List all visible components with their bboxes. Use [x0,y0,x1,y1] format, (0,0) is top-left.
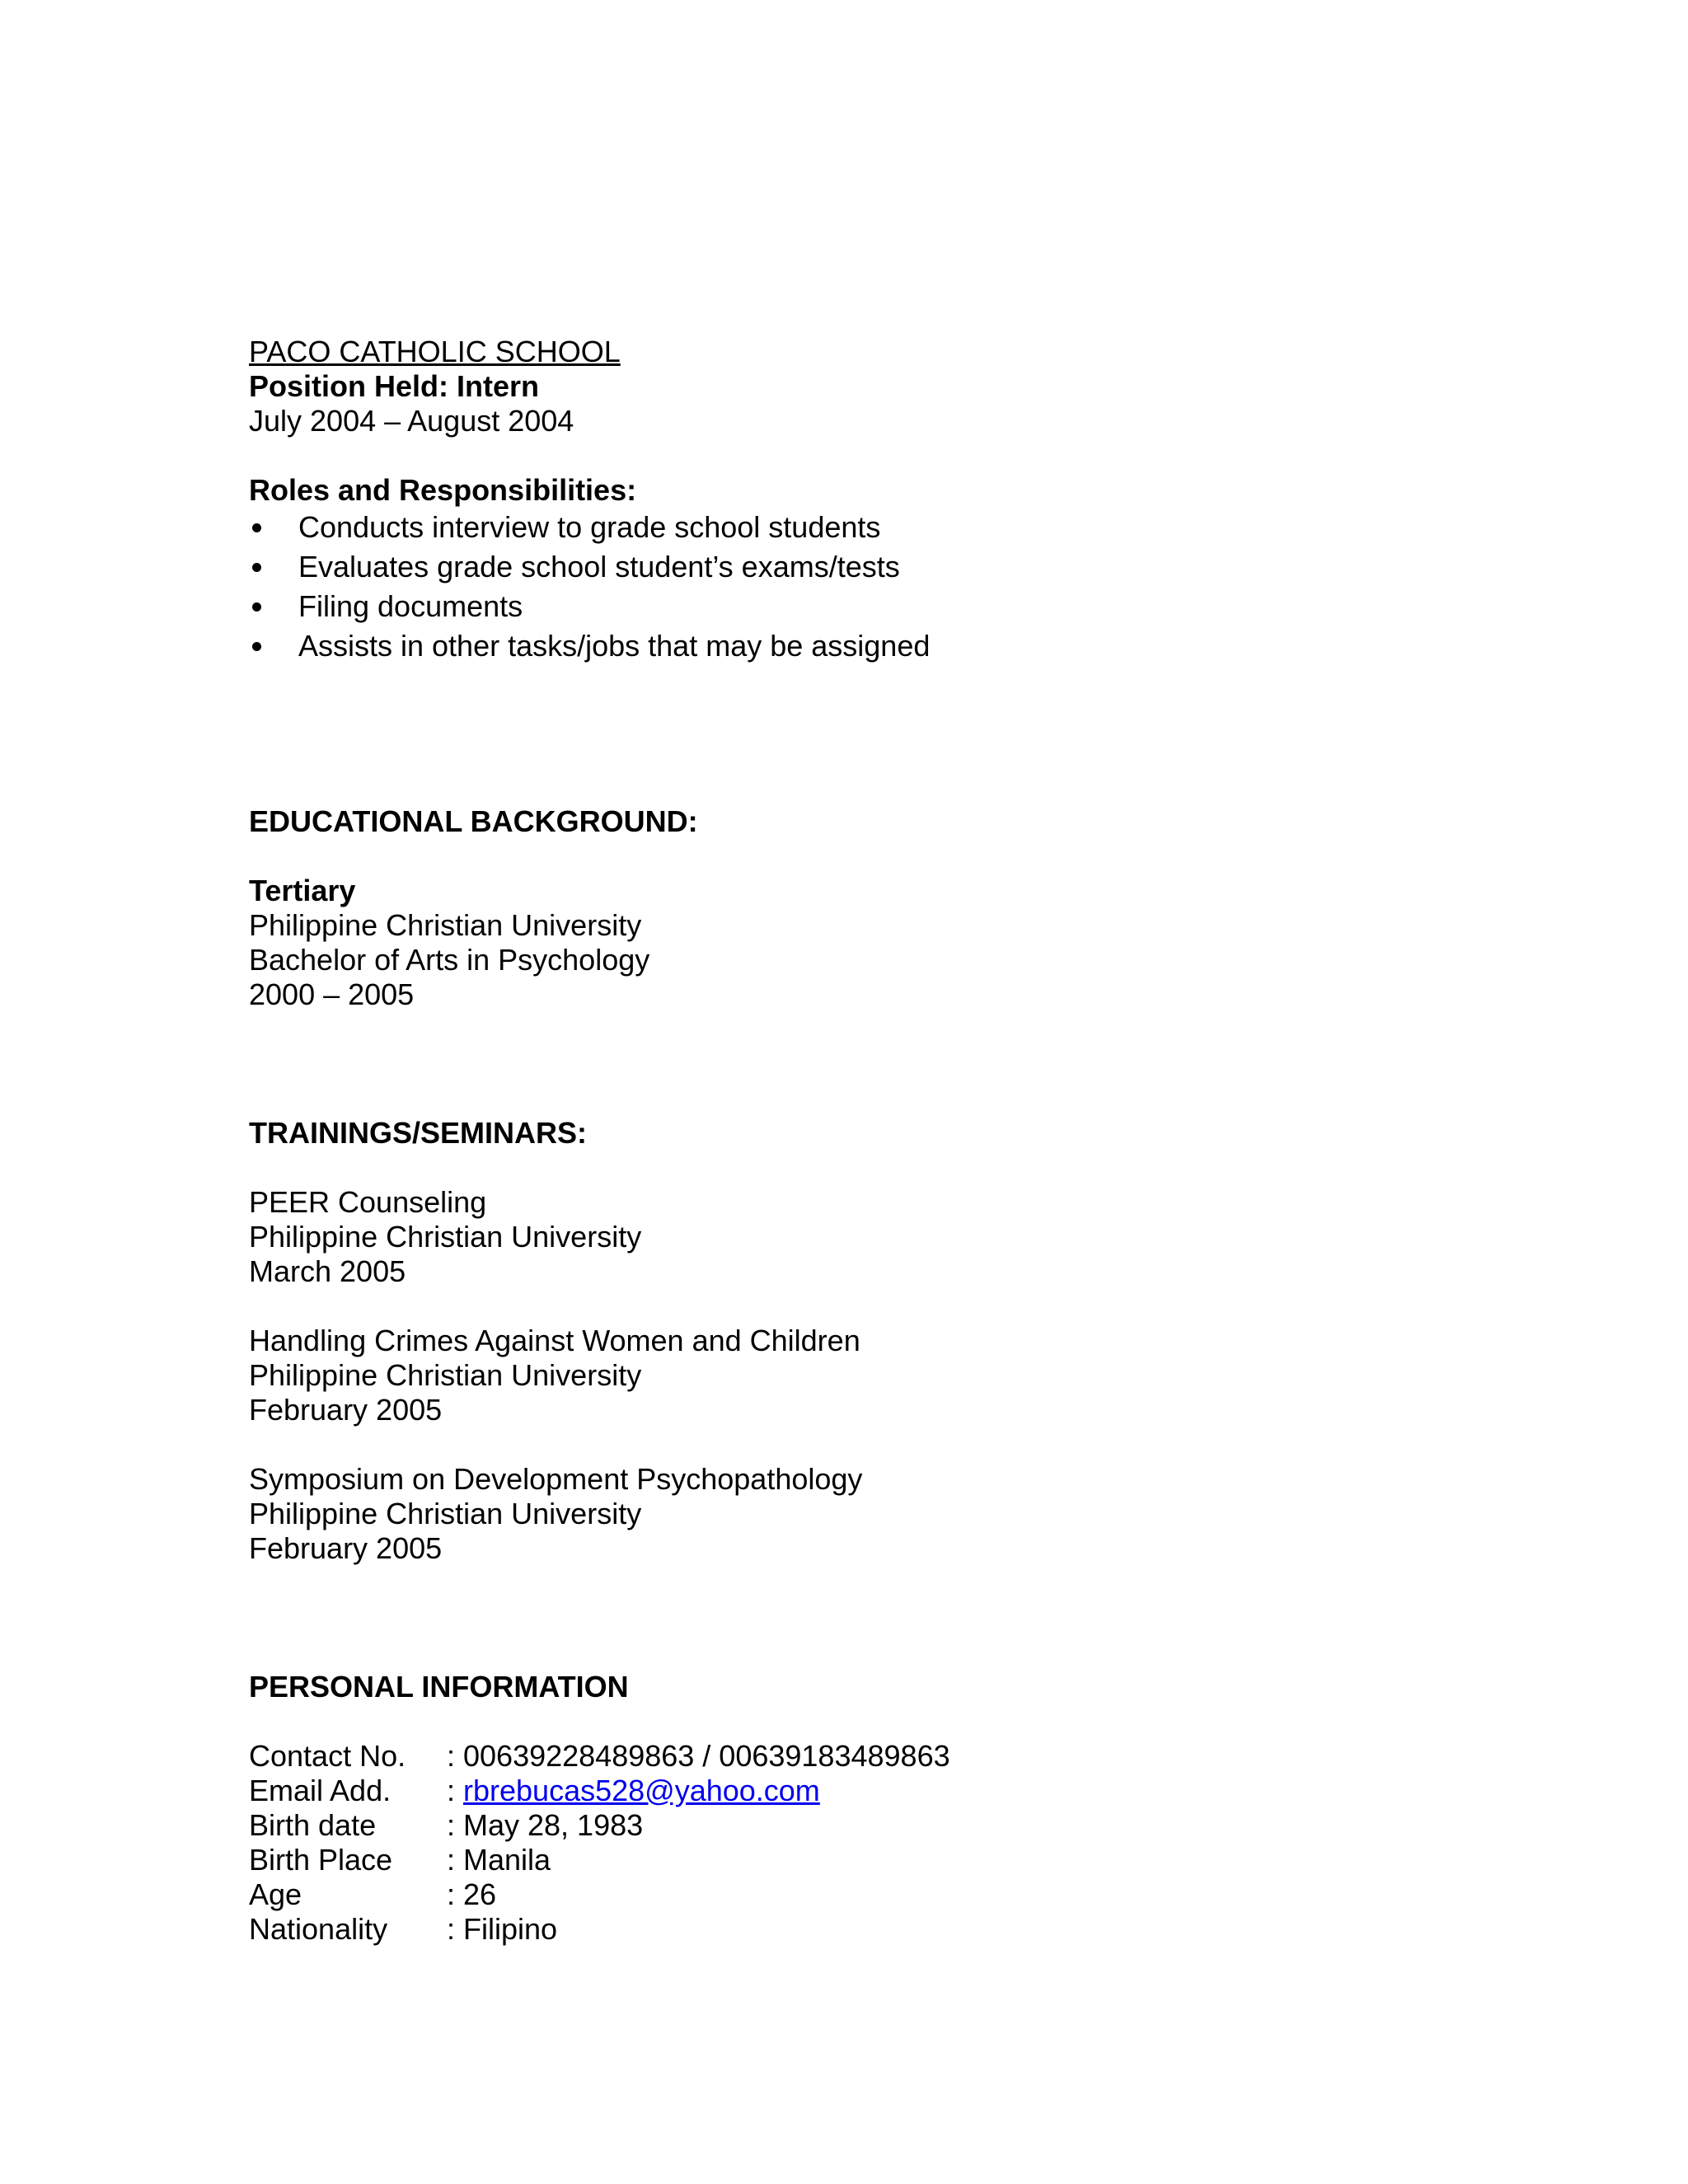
list-item [249,626,1485,666]
personal-heading: PERSONAL INFORMATION [249,1670,629,1704]
birth-date-value: May 28, 1983 [463,1808,644,1842]
info-row-email [249,1774,1485,1808]
training-entry [249,1185,1485,1289]
training-venue: Philippine Christian University [249,1497,642,1530]
internship-dates: July 2004 – August 2004 [249,404,574,438]
bullet-icon [252,602,261,612]
education-years: 2000 – 2005 [249,977,415,1011]
education-school: Philippine Christian University [249,908,642,942]
training-title: Handling Crimes Against Women and Children [249,1324,860,1357]
resume-content [249,335,1485,1947]
info-row-nationality [249,1912,1485,1947]
bullet-icon [252,563,261,572]
role-text: Conducts interview to grade school students [298,510,881,544]
info-separator: : [447,1808,456,1842]
info-label: Age [249,1877,302,1911]
info-row-birthplace [249,1843,1485,1877]
role-text: Evaluates grade school student’s exams/tests [298,550,900,583]
trainings-heading: TRAININGS/SEMINARS: [249,1116,588,1150]
training-entry [249,1324,1485,1427]
internship-school: PACO CATHOLIC SCHOOL [249,335,621,368]
training-date: February 2005 [249,1393,443,1427]
info-label: Email Add. [249,1774,392,1807]
roles-list [249,508,1485,666]
list-item [249,508,1485,547]
contact-number: 00639228489863 / 00639183489863 [463,1739,950,1773]
info-separator: : [447,1774,456,1807]
info-label: Birth date [249,1808,377,1842]
bullet-icon [252,642,261,651]
internship-position: Position Held: Intern [249,369,540,403]
info-row-contact [249,1739,1485,1774]
info-separator: : [447,1912,456,1946]
info-separator: : [447,1843,456,1877]
training-date: March 2005 [249,1254,406,1288]
training-title: PEER Counseling [249,1185,487,1219]
info-row-age [249,1877,1485,1912]
birth-place-value: Manila [463,1843,551,1877]
info-separator: : [447,1877,456,1911]
info-separator: : [447,1739,456,1773]
role-text: Filing documents [298,589,523,623]
training-title: Symposium on Development Psychopathology [249,1462,863,1496]
list-item [249,587,1485,626]
training-venue: Philippine Christian University [249,1358,642,1392]
education-heading: EDUCATIONAL BACKGROUND: [249,804,698,838]
roles-heading: Roles and Responsibilities: [249,473,637,507]
info-label: Birth Place [249,1843,393,1877]
training-entry [249,1462,1485,1566]
info-label: Contact No. [249,1739,406,1773]
age-value: 26 [463,1877,497,1911]
training-venue: Philippine Christian University [249,1220,642,1254]
education-level: Tertiary [249,874,356,907]
role-text: Assists in other tasks/jobs that may be assigned [298,629,931,663]
training-date: February 2005 [249,1531,443,1565]
bullet-icon [252,523,261,532]
education-degree: Bachelor of Arts in Psychology [249,943,650,977]
email-link[interactable]: rbrebucas528@yahoo.com [463,1774,820,1807]
info-label: Nationality [249,1912,388,1946]
list-item [249,547,1485,587]
nationality-value: Filipino [463,1912,558,1946]
info-row-birthdate [249,1808,1485,1843]
